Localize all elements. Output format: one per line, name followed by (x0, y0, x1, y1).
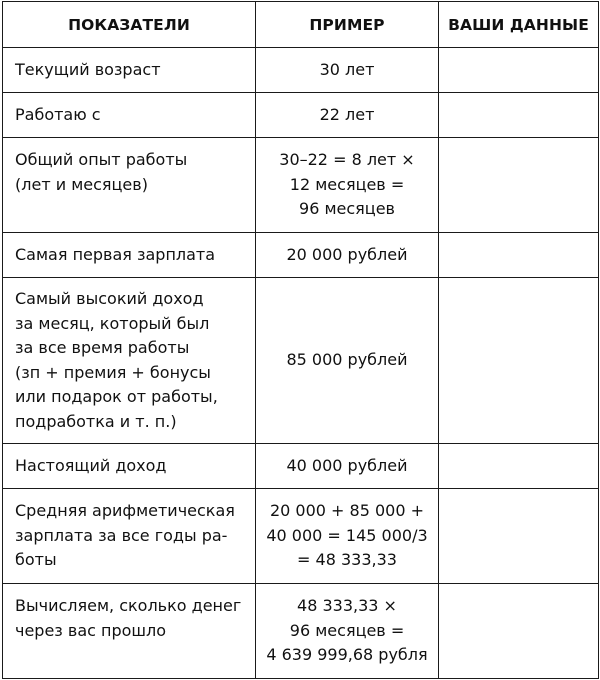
indicator-text: подработка и т. п.) (15, 411, 177, 431)
indicator-text: Текущий возраст (15, 59, 161, 79)
example-text: 96 месяцев (299, 199, 395, 219)
example-text: = 48 333,33 (297, 550, 397, 570)
example-text: 85 000 рублей (286, 350, 408, 370)
indicator-text: зарплата за все годы ра- (15, 525, 228, 545)
example-cell (256, 48, 439, 93)
indicator-text: Настоящий доход (15, 455, 167, 475)
example-text: 12 месяцев = (289, 174, 405, 194)
indicator-text: (лет и месяцев) (15, 174, 148, 194)
indicator-text: (зп + премия + бонусы (15, 362, 211, 382)
indicator-cell (3, 278, 256, 444)
your-data-cell[interactable] (439, 233, 599, 278)
header-example: ПРИМЕР (256, 2, 439, 48)
indicator-cell (3, 444, 256, 489)
indicator-text: через вас прошло (15, 620, 167, 640)
indicator-text: или подарок от работы, (15, 387, 218, 406)
example-cell (256, 489, 439, 584)
example-text: 20 000 + 85 000 + (269, 501, 425, 521)
table-row (3, 233, 599, 278)
your-data-cell[interactable] (439, 48, 599, 93)
example-cell (256, 584, 439, 679)
indicator-text: Работаю с (15, 104, 101, 124)
example-cell (256, 233, 439, 278)
header-row (3, 2, 599, 48)
table-row (3, 584, 599, 679)
example-cell (256, 444, 439, 489)
table-row (3, 278, 599, 444)
example-cell (256, 278, 439, 444)
table-row (3, 93, 599, 138)
salary-calculation-table (2, 1, 599, 679)
indicator-cell (3, 48, 256, 93)
header-indicators: ПОКАЗАТЕЛИ (3, 2, 256, 48)
example-text: 22 лет (319, 104, 375, 124)
your-data-cell[interactable] (439, 278, 599, 444)
example-text: 96 месяцев = (289, 620, 405, 640)
your-data-cell[interactable] (439, 489, 599, 584)
indicator-cell (3, 489, 256, 584)
your-data-cell[interactable] (439, 138, 599, 233)
example-cell (256, 93, 439, 138)
example-cell (256, 138, 439, 233)
indicator-text: Вычисляем, сколько денег (15, 596, 242, 615)
indicator-text: Самая первая зарплата (15, 244, 216, 264)
example-text: 30 лет (319, 59, 375, 79)
your-data-cell[interactable] (439, 93, 599, 138)
example-text: 20 000 рублей (286, 244, 408, 264)
indicator-text: за месяц, который был (15, 313, 210, 333)
indicator-text: Общий опыт работы (15, 150, 188, 169)
table-row (3, 444, 599, 489)
table-row (3, 138, 599, 233)
indicator-cell (3, 93, 256, 138)
indicator-text: Средняя арифметическая (15, 501, 235, 521)
example-text: 40 000 рублей (286, 455, 408, 475)
indicator-cell (3, 584, 256, 679)
your-data-cell[interactable] (439, 444, 599, 489)
example-text: 4 639 999,68 рубля (266, 645, 428, 665)
example-text: 48 333,33 × (297, 596, 397, 616)
indicator-cell (3, 138, 256, 233)
header-your-data: ВАШИ ДАННЫЕ (439, 2, 599, 48)
table-row (3, 48, 599, 93)
your-data-cell[interactable] (439, 584, 599, 679)
table-row (3, 489, 599, 584)
indicator-text: Самый высокий доход (15, 289, 204, 308)
indicator-text: боты (15, 550, 57, 570)
indicator-cell (3, 233, 256, 278)
example-text: 40 000 = 145 000/3 (266, 525, 428, 545)
example-text: 30–22 = 8 лет × (279, 150, 415, 170)
indicator-text: за все время работы (15, 338, 190, 357)
